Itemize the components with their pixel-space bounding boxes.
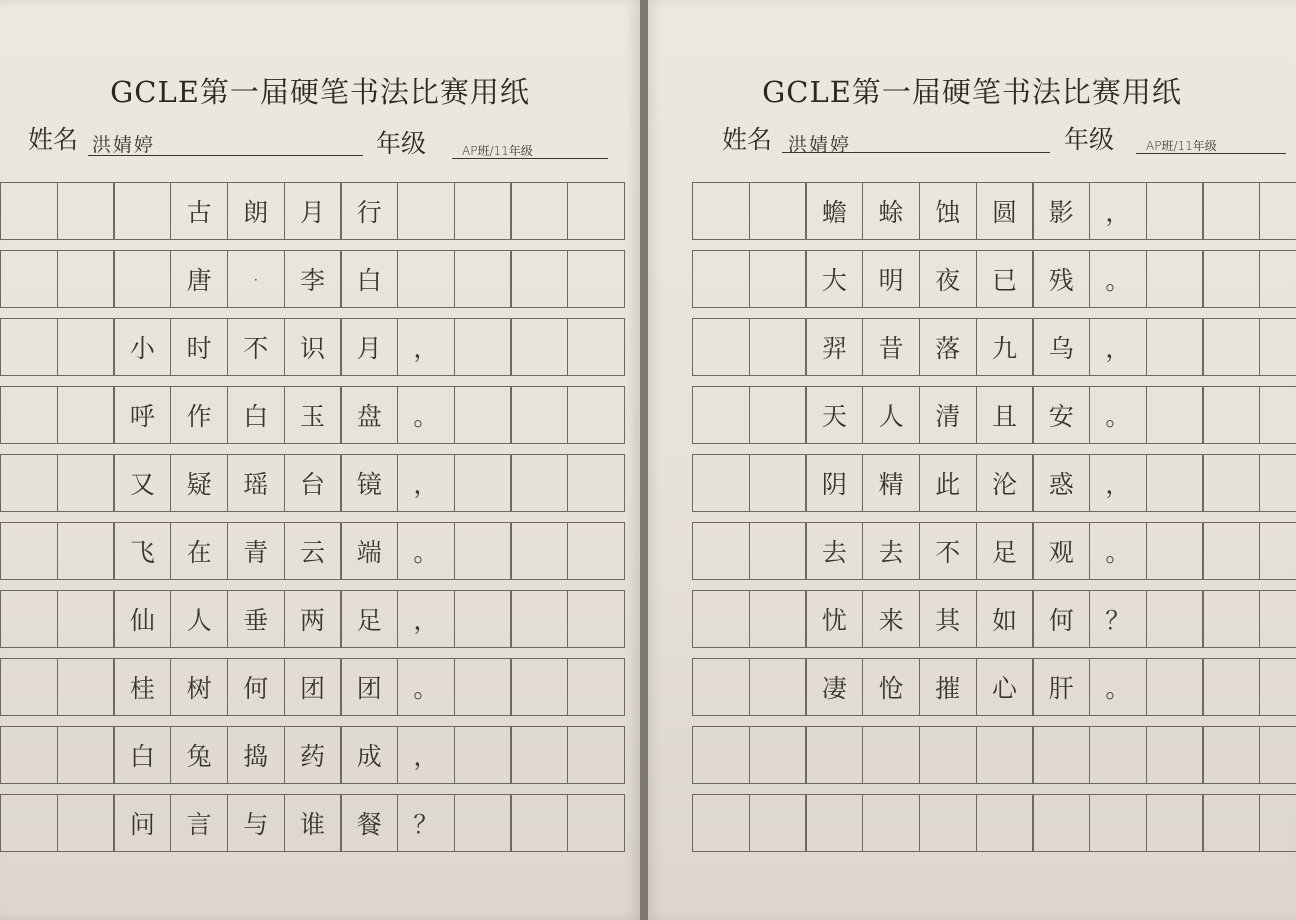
- grid-cell: 九: [976, 318, 1034, 376]
- grid-cell: [1146, 454, 1204, 512]
- grid-cell: 白: [340, 250, 398, 308]
- grid-cell: 团: [340, 658, 398, 716]
- name-value: 洪婧婷: [788, 134, 852, 156]
- grid-cell: 疑: [170, 454, 228, 512]
- grid-cell: 阴: [805, 454, 863, 512]
- grid-cell: [749, 454, 807, 512]
- grid-cell: 精: [862, 454, 920, 512]
- grid-row: [0, 250, 624, 308]
- grid-cell: [1146, 658, 1204, 716]
- grid-cell: 足: [340, 590, 398, 648]
- grid-cell: [692, 318, 750, 376]
- grid-cell: 昔: [862, 318, 920, 376]
- grid-cell: [57, 726, 115, 784]
- grid-cell: 镜: [340, 454, 398, 512]
- grid-cell: 安: [1032, 386, 1090, 444]
- grid-cell: 。: [397, 658, 455, 716]
- grid-cell: [749, 522, 807, 580]
- grid-cell: [57, 658, 115, 716]
- grid-cell: [976, 794, 1034, 852]
- grid-cell: 不: [227, 318, 285, 376]
- grid-row: [692, 658, 1296, 716]
- grid-cell: [805, 794, 863, 852]
- grade-label: 年级: [1064, 125, 1115, 154]
- grid-cell: [454, 794, 512, 852]
- grid-cell: [567, 318, 625, 376]
- grid-cell: 又: [113, 454, 171, 512]
- grid-cell: [454, 454, 512, 512]
- grid-cell: 天: [805, 386, 863, 444]
- grid-row: [0, 590, 624, 648]
- grid-cell: [0, 386, 58, 444]
- grid-cell: 何: [227, 658, 285, 716]
- grid-cell: 古: [170, 182, 228, 240]
- grid-cell: [1202, 250, 1260, 308]
- grid-cell: [510, 250, 568, 308]
- grid-cell: 人: [170, 590, 228, 648]
- grid-row: [692, 250, 1296, 308]
- grid-cell: 。: [1089, 250, 1147, 308]
- grid-cell: [1089, 794, 1147, 852]
- grid-cell: 作: [170, 386, 228, 444]
- grid-cell: [567, 250, 625, 308]
- grid-cell: 。: [1089, 522, 1147, 580]
- sheet-title: GCLE第一届硬笔书法比赛用纸: [762, 75, 1182, 109]
- name-label: 姓名: [28, 125, 79, 154]
- grid-cell: ，: [397, 590, 455, 648]
- grid-cell: 乌: [1032, 318, 1090, 376]
- grid-cell: [692, 522, 750, 580]
- grid-cell: [567, 726, 625, 784]
- grid-cell: [1202, 794, 1260, 852]
- grid-cell: 树: [170, 658, 228, 716]
- grid-cell: 。: [397, 386, 455, 444]
- grid-cell: [749, 590, 807, 648]
- grid-cell: [1259, 454, 1296, 512]
- grid-cell: [454, 522, 512, 580]
- competition-sheet-left: [0, 0, 640, 920]
- grid-cell: 人: [862, 386, 920, 444]
- grid-cell: 怆: [862, 658, 920, 716]
- grade-underline: [452, 158, 608, 159]
- grid-cell: [1202, 386, 1260, 444]
- grid-cell: 玉: [284, 386, 342, 444]
- grade-value: AP班/11年级: [1146, 139, 1217, 153]
- grid-cell: [862, 794, 920, 852]
- grid-cell: [567, 522, 625, 580]
- grid-row: [692, 726, 1296, 784]
- grid-cell: [749, 726, 807, 784]
- grid-cell: [0, 522, 58, 580]
- grid-row: [0, 386, 624, 444]
- grid-cell: [749, 318, 807, 376]
- grid-cell: 此: [919, 454, 977, 512]
- grid-cell: 捣: [227, 726, 285, 784]
- grid-cell: ？: [397, 794, 455, 852]
- grid-cell: [692, 250, 750, 308]
- grid-cell: 何: [1032, 590, 1090, 648]
- grid-cell: [454, 386, 512, 444]
- grid-cell: [749, 658, 807, 716]
- grid-cell: ，: [1089, 318, 1147, 376]
- grid-cell: [749, 250, 807, 308]
- grid-cell: 摧: [919, 658, 977, 716]
- grid-cell: 朗: [227, 182, 285, 240]
- grid-cell: [397, 250, 455, 308]
- grid-cell: 兔: [170, 726, 228, 784]
- grid-cell: [510, 794, 568, 852]
- grid-cell: [0, 454, 58, 512]
- grid-cell: 蚀: [919, 182, 977, 240]
- grid-cell: 问: [113, 794, 171, 852]
- grid-cell: [0, 794, 58, 852]
- grid-cell: [919, 794, 977, 852]
- grid-row: [692, 794, 1296, 852]
- sheet-title: GCLE第一届硬笔书法比赛用纸: [110, 75, 530, 109]
- grid-cell: [454, 726, 512, 784]
- grid-row: [0, 522, 624, 580]
- grid-cell: [1202, 590, 1260, 648]
- grid-cell: 且: [976, 386, 1034, 444]
- grid-cell: 桂: [113, 658, 171, 716]
- grid-cell: 蟾: [805, 182, 863, 240]
- grid-cell: [692, 590, 750, 648]
- grid-cell: 在: [170, 522, 228, 580]
- grid-cell: 唐: [170, 250, 228, 308]
- competition-sheet-right: [648, 0, 1296, 920]
- grid-cell: 仙: [113, 590, 171, 648]
- grid-cell: [1146, 590, 1204, 648]
- grid-cell: 影: [1032, 182, 1090, 240]
- grid-cell: [1259, 794, 1296, 852]
- grid-cell: [1202, 318, 1260, 376]
- grid-cell: [567, 590, 625, 648]
- grid-cell: [1146, 522, 1204, 580]
- grid-cell: [692, 182, 750, 240]
- grid-cell: [510, 658, 568, 716]
- grid-cell: 清: [919, 386, 977, 444]
- grid-cell: [692, 658, 750, 716]
- grid-cell: [454, 182, 512, 240]
- grid-row: [0, 318, 624, 376]
- grid-cell: 圆: [976, 182, 1034, 240]
- grid-cell: 忧: [805, 590, 863, 648]
- grid-cell: [57, 454, 115, 512]
- grid-cell: [919, 726, 977, 784]
- grid-row: [692, 386, 1296, 444]
- grid-cell: 足: [976, 522, 1034, 580]
- grid-cell: [1146, 386, 1204, 444]
- name-underline: [782, 152, 1050, 153]
- grid-cell: 餐: [340, 794, 398, 852]
- grid-cell: [1202, 454, 1260, 512]
- grid-cell: [113, 250, 171, 308]
- grid-cell: [1259, 726, 1296, 784]
- grid-row: [692, 454, 1296, 512]
- grid-row: [0, 658, 624, 716]
- grid-cell: [749, 794, 807, 852]
- grid-cell: 药: [284, 726, 342, 784]
- grid-cell: ，: [397, 318, 455, 376]
- grid-cell: [1259, 522, 1296, 580]
- grid-cell: 时: [170, 318, 228, 376]
- grid-cell: 。: [1089, 386, 1147, 444]
- grid-cell: [1259, 250, 1296, 308]
- grid-cell: [1146, 794, 1204, 852]
- grid-cell: [805, 726, 863, 784]
- grid-cell: [510, 590, 568, 648]
- name-label: 姓名: [722, 125, 773, 154]
- grid-cell: [749, 386, 807, 444]
- grid-cell: [57, 522, 115, 580]
- grid-cell: 与: [227, 794, 285, 852]
- grid-cell: [57, 182, 115, 240]
- grid-cell: [57, 386, 115, 444]
- grid-cell: 云: [284, 522, 342, 580]
- grid-cell: [692, 726, 750, 784]
- grid-cell: [57, 590, 115, 648]
- grid-cell: 蜍: [862, 182, 920, 240]
- grid-cell: 月: [284, 182, 342, 240]
- grid-cell: 夜: [919, 250, 977, 308]
- grid-cell: 飞: [113, 522, 171, 580]
- grid-cell: 月: [340, 318, 398, 376]
- grid-cell: [692, 386, 750, 444]
- grid-cell: 盘: [340, 386, 398, 444]
- grid-cell: [692, 454, 750, 512]
- grid-cell: [1146, 182, 1204, 240]
- grid-cell: ·: [227, 250, 285, 308]
- grid-cell: [692, 794, 750, 852]
- grade-underline: [1136, 153, 1286, 154]
- grid-cell: [57, 250, 115, 308]
- grid-cell: [1202, 658, 1260, 716]
- grid-cell: [976, 726, 1034, 784]
- grid-cell: [1146, 250, 1204, 308]
- grid-cell: [749, 182, 807, 240]
- grid-cell: 不: [919, 522, 977, 580]
- grid-cell: 端: [340, 522, 398, 580]
- grid-cell: 来: [862, 590, 920, 648]
- grid-cell: [57, 318, 115, 376]
- grid-cell: [57, 794, 115, 852]
- grid-cell: 残: [1032, 250, 1090, 308]
- grid-row: [692, 318, 1296, 376]
- name-underline: [88, 155, 363, 156]
- grid-cell: [0, 182, 58, 240]
- grid-cell: 行: [340, 182, 398, 240]
- grid-cell: 去: [862, 522, 920, 580]
- grid-cell: [510, 726, 568, 784]
- grid-cell: 明: [862, 250, 920, 308]
- grid-cell: [1259, 658, 1296, 716]
- grid-cell: [1202, 726, 1260, 784]
- grid-cell: [1259, 182, 1296, 240]
- grid-cell: 垂: [227, 590, 285, 648]
- grid-cell: 落: [919, 318, 977, 376]
- grid-cell: 青: [227, 522, 285, 580]
- grid-cell: ，: [397, 726, 455, 784]
- grid-row: [0, 794, 624, 852]
- grid-cell: [1202, 522, 1260, 580]
- grid-cell: 心: [976, 658, 1034, 716]
- grid-cell: 言: [170, 794, 228, 852]
- grid-cell: ，: [1089, 454, 1147, 512]
- grid-cell: 识: [284, 318, 342, 376]
- grid-cell: [567, 794, 625, 852]
- grid-cell: [454, 658, 512, 716]
- grade-value: AP班/11年级: [462, 144, 533, 158]
- grid-cell: 成: [340, 726, 398, 784]
- grid-cell: [454, 250, 512, 308]
- grid-row: [0, 726, 624, 784]
- grid-cell: 去: [805, 522, 863, 580]
- grid-row: [0, 454, 624, 512]
- grid-cell: [1089, 726, 1147, 784]
- grid-row: [692, 182, 1296, 240]
- grid-cell: 已: [976, 250, 1034, 308]
- grid-cell: [0, 250, 58, 308]
- grid-row: [0, 182, 624, 240]
- grid-cell: 如: [976, 590, 1034, 648]
- grid-cell: 瑶: [227, 454, 285, 512]
- grid-cell: [862, 726, 920, 784]
- grid-cell: 。: [1089, 658, 1147, 716]
- grid-cell: [0, 318, 58, 376]
- grid-cell: 小: [113, 318, 171, 376]
- grid-cell: [567, 658, 625, 716]
- sheet-gap: [640, 0, 648, 920]
- grid-cell: [567, 454, 625, 512]
- grid-cell: [454, 590, 512, 648]
- grid-cell: ，: [397, 454, 455, 512]
- grid-cell: [0, 590, 58, 648]
- grid-cell: [1259, 386, 1296, 444]
- grid-cell: [567, 182, 625, 240]
- grid-cell: [1202, 182, 1260, 240]
- grid-cell: [1032, 794, 1090, 852]
- grid-cell: 沦: [976, 454, 1034, 512]
- grid-cell: [397, 182, 455, 240]
- grid-cell: ？: [1089, 590, 1147, 648]
- grid-cell: [1146, 726, 1204, 784]
- grid-cell: 惑: [1032, 454, 1090, 512]
- grid-cell: [510, 522, 568, 580]
- grid-cell: [1032, 726, 1090, 784]
- grid-cell: 肝: [1032, 658, 1090, 716]
- name-value: 洪婧婷: [92, 134, 156, 156]
- grid-cell: [454, 318, 512, 376]
- grid-cell: [0, 726, 58, 784]
- grid-cell: [113, 182, 171, 240]
- grid-row: [692, 522, 1296, 580]
- grid-cell: 李: [284, 250, 342, 308]
- grid-cell: 白: [113, 726, 171, 784]
- grid-cell: 观: [1032, 522, 1090, 580]
- grid-cell: 团: [284, 658, 342, 716]
- grid-cell: 凄: [805, 658, 863, 716]
- grid-cell: 台: [284, 454, 342, 512]
- grid-cell: 其: [919, 590, 977, 648]
- grid-cell: [1259, 590, 1296, 648]
- grid-row: [692, 590, 1296, 648]
- grid-cell: 呼: [113, 386, 171, 444]
- grid-cell: 两: [284, 590, 342, 648]
- grid-cell: [0, 658, 58, 716]
- grid-cell: [1146, 318, 1204, 376]
- grid-cell: 白: [227, 386, 285, 444]
- grid-cell: 羿: [805, 318, 863, 376]
- grade-label: 年级: [376, 129, 427, 158]
- grid-cell: 大: [805, 250, 863, 308]
- grid-cell: ，: [1089, 182, 1147, 240]
- grid-cell: [510, 454, 568, 512]
- grid-cell: [510, 182, 568, 240]
- grid-cell: [567, 386, 625, 444]
- grid-cell: [1259, 318, 1296, 376]
- grid-cell: 谁: [284, 794, 342, 852]
- grid-cell: 。: [397, 522, 455, 580]
- grid-cell: [510, 318, 568, 376]
- grid-cell: [510, 386, 568, 444]
